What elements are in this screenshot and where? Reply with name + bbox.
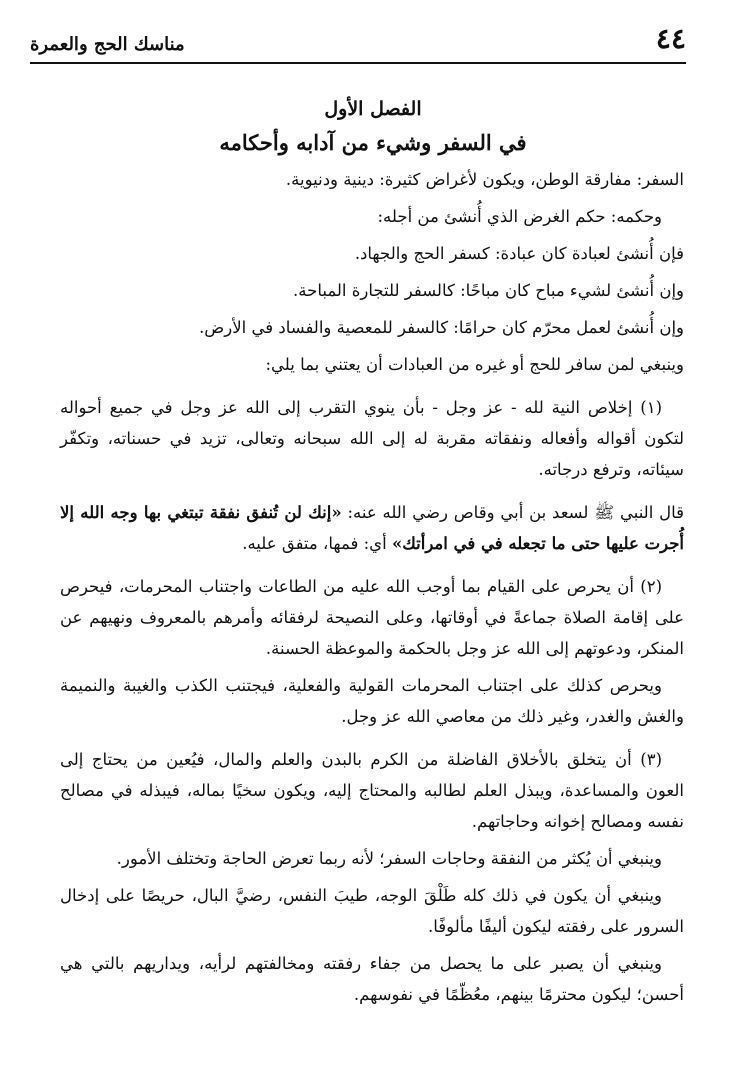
- paragraph-patience: وينبغي أن يصبر على ما يحصل من جفاء رفقته ومخالفتهم لرأيه، ويداريهم بالتي هي أحسن؛ ليكون محترمًا بينهم، معُظّمًا في نفوسهم.: [60, 954, 684, 1004]
- paragraph-item-1: (١) إخلاص النية لله - عز وجل - بأن ينوي التقرب إلى الله عز وجل في جميع أحواله لتكون أقواله وأفعاله ونفقاته مقربة له إلى الله سبحانه وتعالى، تزيد في حسناته، وتكفّر سيئاته، وترفع درجاته.: [60, 398, 684, 479]
- paragraph-definition: السفر: مفارقة الوطن، ويكون لأغراض كثيرة: دينية ودنيوية.: [285, 170, 684, 189]
- chapter-title: في السفر وشيء من آدابه وأحكامه: [219, 130, 527, 155]
- chapter-number: الفصل الأول: [324, 98, 422, 120]
- page-number: ٤٤: [655, 22, 686, 55]
- paragraph-forbidden-travel: وإن أُنشئ لعمل محرّم كان حرامًا: كالسفر للمعصية والفساد في الأرض.: [199, 318, 684, 337]
- running-header: [30, 20, 686, 64]
- paragraph-permissible-travel: وإن أُنشئ لشيء مباح كان مباحًا: كالسفر للتجارة المباحة.: [293, 281, 684, 300]
- paragraph-avoid-sins: ويحرص كذلك على اجتناب المحرمات القولية والفعلية، فيجتنب الكذب والغيبة والنميمة والغش والغدر، وغير ذلك من معاصي الله عز وجل.: [60, 676, 684, 726]
- body-text: [60, 164, 684, 1016]
- hadith-quote: «إنك لن تُنفق نفقة تبتغي بها وجه الله إلا أُجرت عليها حتى ما تجعله في في امرأتك»: [60, 503, 684, 553]
- paragraph-ruling: وحكمه: حكم الغرض الذي أُنشئ من أجله:: [377, 207, 662, 226]
- paragraph-provisions: وينبغي أن يُكثر من النفقة وحاجات السفر؛ لأنه ربما تعرض الحاجة وتختلف الأمور.: [116, 849, 662, 868]
- paragraph-item-2: (٢) أن يحرص على القيام بما أوجب الله عليه من الطاعات واجتناب المحرمات، فيحرص على إقامة الصلاة جماعةً في أوقاتها، وعلى النصيحة لرفقائه وأمرهم بالمعروف ونهيهم عن المنكر، ودعوتهم إلى الله عز وجل بالحكمة والموعظة الحسنة.: [60, 577, 684, 658]
- paragraph-recommendations-intro: وينبغي لمن سافر للحج أو غيره من العبادات أن يعتني بما يلي:: [265, 355, 684, 374]
- paragraph-item-3: (٣) أن يتخلق بالأخلاق الفاضلة من الكرم بالبدن والعلم والمال، فيُعين من يحتاج إلى العون والمساعدة، ويبذل العلم لطالبه والمحتاج إليه، ويكون سخيًا بماله، فيبذله في مصالح نفسه ومصالح إخوانه وحاجاتهم.: [60, 750, 684, 831]
- hadith-explanation: أي: فمها، متفق عليه.: [242, 534, 392, 553]
- paragraph-worship-travel: فإن أُنشئ لعبادة كان عبادة: كسفر الحج والجهاد.: [354, 244, 684, 263]
- book-title: مناسك الحج والعمرة: [30, 34, 185, 55]
- hadith-intro: قال النبي ﷺ لسعد بن أبي وقاص رضي الله عنه:: [341, 503, 684, 522]
- paragraph-hadith: [60, 497, 684, 559]
- paragraph-good-manner: وينبغي أن يكون في ذلك كله طَلْقَ الوجه، طيبَ النفس، رضيَّ البال، حريصًا على إدخال السرور على رفقته ليكون أليفًا مألوفًا.: [60, 886, 684, 936]
